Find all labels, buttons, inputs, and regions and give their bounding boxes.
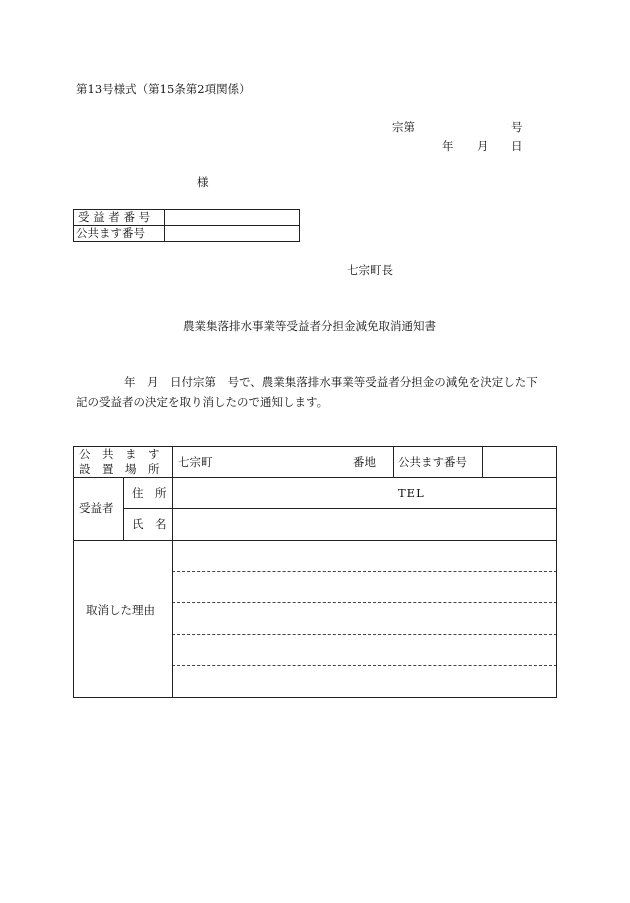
- ref-suffix: 号: [511, 120, 523, 134]
- beneficiary-label: 受益者: [79, 501, 114, 515]
- ref-prefix: 宗第: [392, 120, 415, 134]
- document-title: 農業集落排水事業等受益者分担金減免取消通知書: [183, 319, 436, 333]
- date-day: 日: [511, 139, 523, 153]
- location-label-line2: 設 置 場 所: [79, 462, 160, 476]
- tel-label: TEL: [398, 486, 425, 500]
- location-label-line1: 公 共 ま す: [79, 447, 160, 461]
- issuer: 七宗町長: [347, 263, 393, 277]
- addressee-suffix: 様: [197, 175, 209, 189]
- body-line-1: 年 月 日付宗第 号で、農業集落排水事業等受益者分担金の減免を決定した下: [124, 375, 538, 389]
- address-label: 住 所: [132, 486, 167, 500]
- form-number: 第13号様式（第15条第2項関係）: [76, 82, 251, 96]
- town-name: 七宗町: [178, 455, 213, 469]
- body-line-2: 記の受益者の決定を取り消したので通知します。: [76, 395, 329, 409]
- date-month: 月: [477, 139, 489, 153]
- reason-label: 取消した理由: [86, 603, 155, 617]
- date-year: 年: [442, 139, 454, 153]
- banchi-label: 番地: [353, 455, 376, 469]
- name-label: 氏 名: [132, 517, 167, 531]
- beneficiary-number-label: 受 益 者 番 号: [78, 210, 151, 224]
- public-box-label: 公共ます番号: [398, 455, 467, 469]
- public-box-number-label: 公共ます番号: [76, 226, 145, 240]
